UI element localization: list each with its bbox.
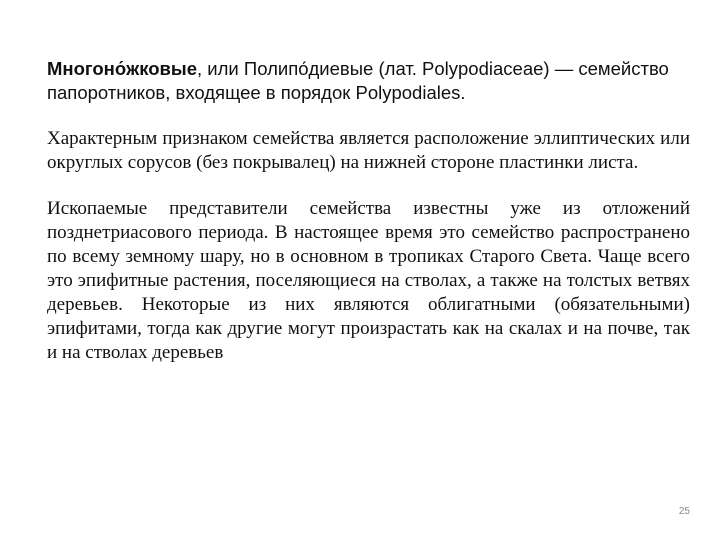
intro-text: , или Полипо́диевые (лат. Polypodiaceae) — семейство папоротников, входящее в порядок Polypodiales. xyxy=(47,58,669,103)
slide-content xyxy=(47,57,690,365)
family-name-term: Многоно́жковые xyxy=(47,58,198,79)
fossil-distribution-paragraph: Ископаемые представители семейства известны уже из отложений позднетриасового периода. В настоящее время это семейство распространено по всему земному шару, но в основном в тропиках Старого Света. Чаще всего это эпифитные растения, поселяющиеся на стволах, а также на толстых ветвях деревьев. Некоторые из них являются облигатными (обязательными) эпифитами, тогда как другие могут произрастать как на скалах и на почве, так и на стволах деревьев xyxy=(47,198,690,363)
page-number: 25 xyxy=(678,506,690,517)
characteristics-paragraph: Характерным признаком семейства является расположение эллиптических или округлых сорусов (без покрывалец) на нижней стороне пластинки листа. xyxy=(47,128,690,173)
intro-paragraph xyxy=(47,57,690,105)
